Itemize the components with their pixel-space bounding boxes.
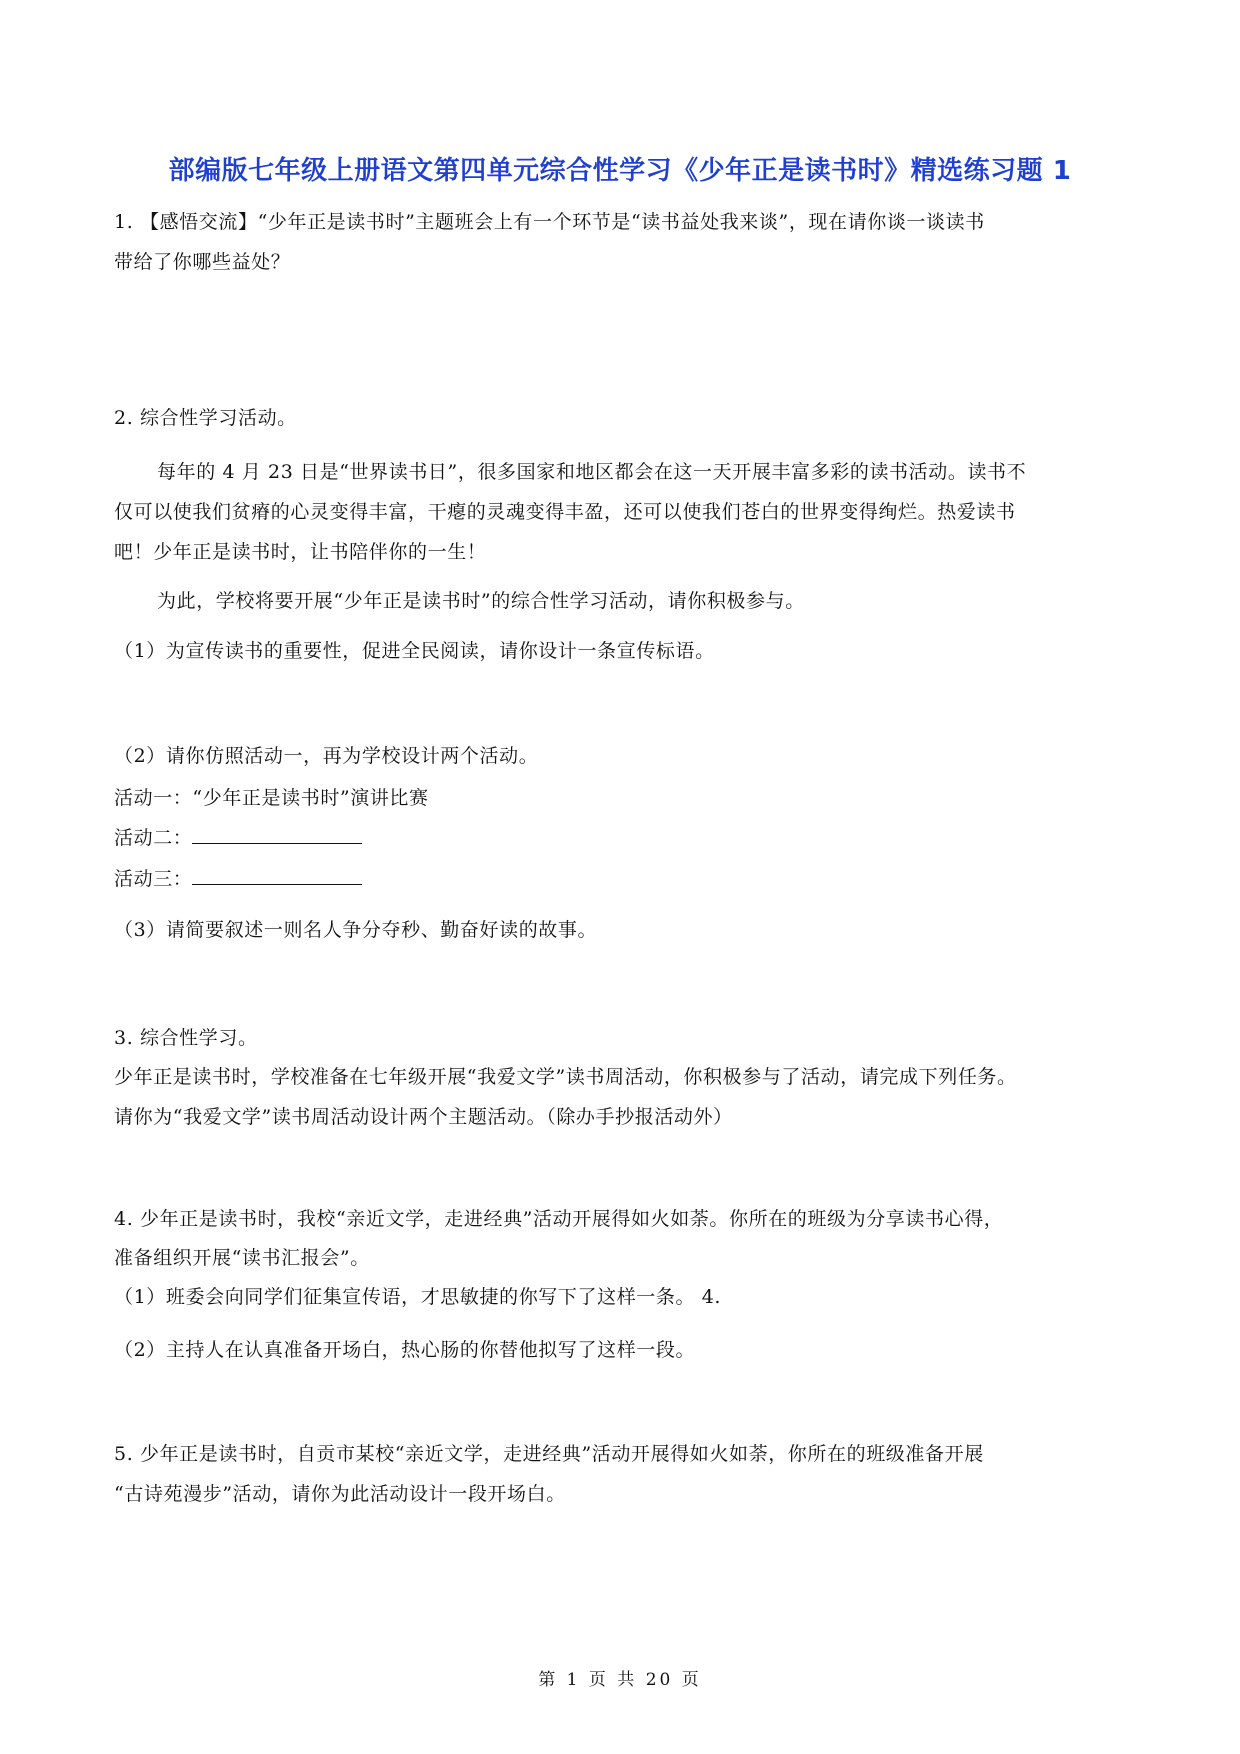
q2-paragraph-1-line-1: 每年的 4 月 23 日是“世界读书日”，很多国家和地区都会在这一天开展丰富多彩的读书活动。读书不 (157, 461, 1027, 483)
q4-line-2: 准备组织开展“读书汇报会”。 (114, 1247, 370, 1269)
q2-activity-1: 活动一：“少年正是读书时”演讲比赛 (114, 787, 429, 809)
q5-line-2: “古诗苑漫步”活动，请你为此活动设计一段开场白。 (114, 1483, 566, 1505)
activity-3-label: 活动三： (114, 868, 193, 890)
page-title: 部编版七年级上册语文第四单元综合性学习《少年正是读书时》精选练习题 1 (168, 156, 1072, 186)
q2-paragraph-2: 为此，学校将要开展“少年正是读书时”的综合性学习活动，请你积极参与。 (157, 590, 805, 612)
activity-2-label: 活动二： (114, 827, 193, 849)
q3-heading: 3. 综合性学习。 (114, 1027, 258, 1049)
q1-line-1: 1. 【感悟交流】“少年正是读书时”主题班会上有一个环节是“读书益处我来谈”，现在请你谈一谈读书 (114, 211, 985, 233)
activity-2-answer-blank[interactable] (192, 825, 362, 844)
q2-sub-question-3: （3）请简要叙述一则名人争分夺秒、勤奋好读的故事。 (114, 919, 598, 941)
q4-line-1: 4. 少年正是读书时，我校“亲近文学，走进经典”活动开展得如火如荼。你所在的班级为分享读书心得， (114, 1208, 1004, 1230)
q1-line-2: 带给了你哪些益处？ (114, 251, 291, 273)
q5-line-1: 5. 少年正是读书时，自贡市某校“亲近文学，走进经典”活动开展得如火如荼，你所在的班级准备开展 (114, 1443, 984, 1465)
q2-heading: 2. 综合性学习活动。 (114, 407, 297, 429)
q2-sub-question-2: （2）请你仿照活动一，再为学校设计两个活动。 (114, 745, 539, 767)
q2-activity-2 (114, 825, 362, 850)
q2-paragraph-1-line-3: 吧！少年正是读书时，让书陪伴你的一生！ (114, 541, 487, 563)
q2-sub-question-1: （1）为宣传读书的重要性，促进全民阅读，请你设计一条宣传标语。 (114, 640, 715, 662)
activity-3-answer-blank[interactable] (192, 866, 362, 885)
q3-line-2: 请你为“我爱文学”读书周活动设计两个主题活动。（除办手抄报活动外） (114, 1106, 733, 1128)
q3-line-1: 少年正是读书时，学校准备在七年级开展“我爱文学”读书周活动，你积极参与了活动，请完成下列任务。 (114, 1066, 1017, 1088)
q4-sub-question-2: （2）主持人在认真准备开场白，热心肠的你替他拟写了这样一段。 (114, 1339, 696, 1361)
q4-sub-question-1: （1）班委会向同学们征集宣传语，才思敏捷的你写下了这样一条。 4. (114, 1286, 722, 1308)
q2-paragraph-1-line-2: 仅可以使我们贫瘠的心灵变得丰富，干瘪的灵魂变得丰盈，还可以使我们苍白的世界变得绚烂。热爱读书 (114, 501, 1016, 523)
q2-activity-3 (114, 866, 362, 891)
page-footer: 第 1 页 共 20 页 (538, 1670, 702, 1690)
